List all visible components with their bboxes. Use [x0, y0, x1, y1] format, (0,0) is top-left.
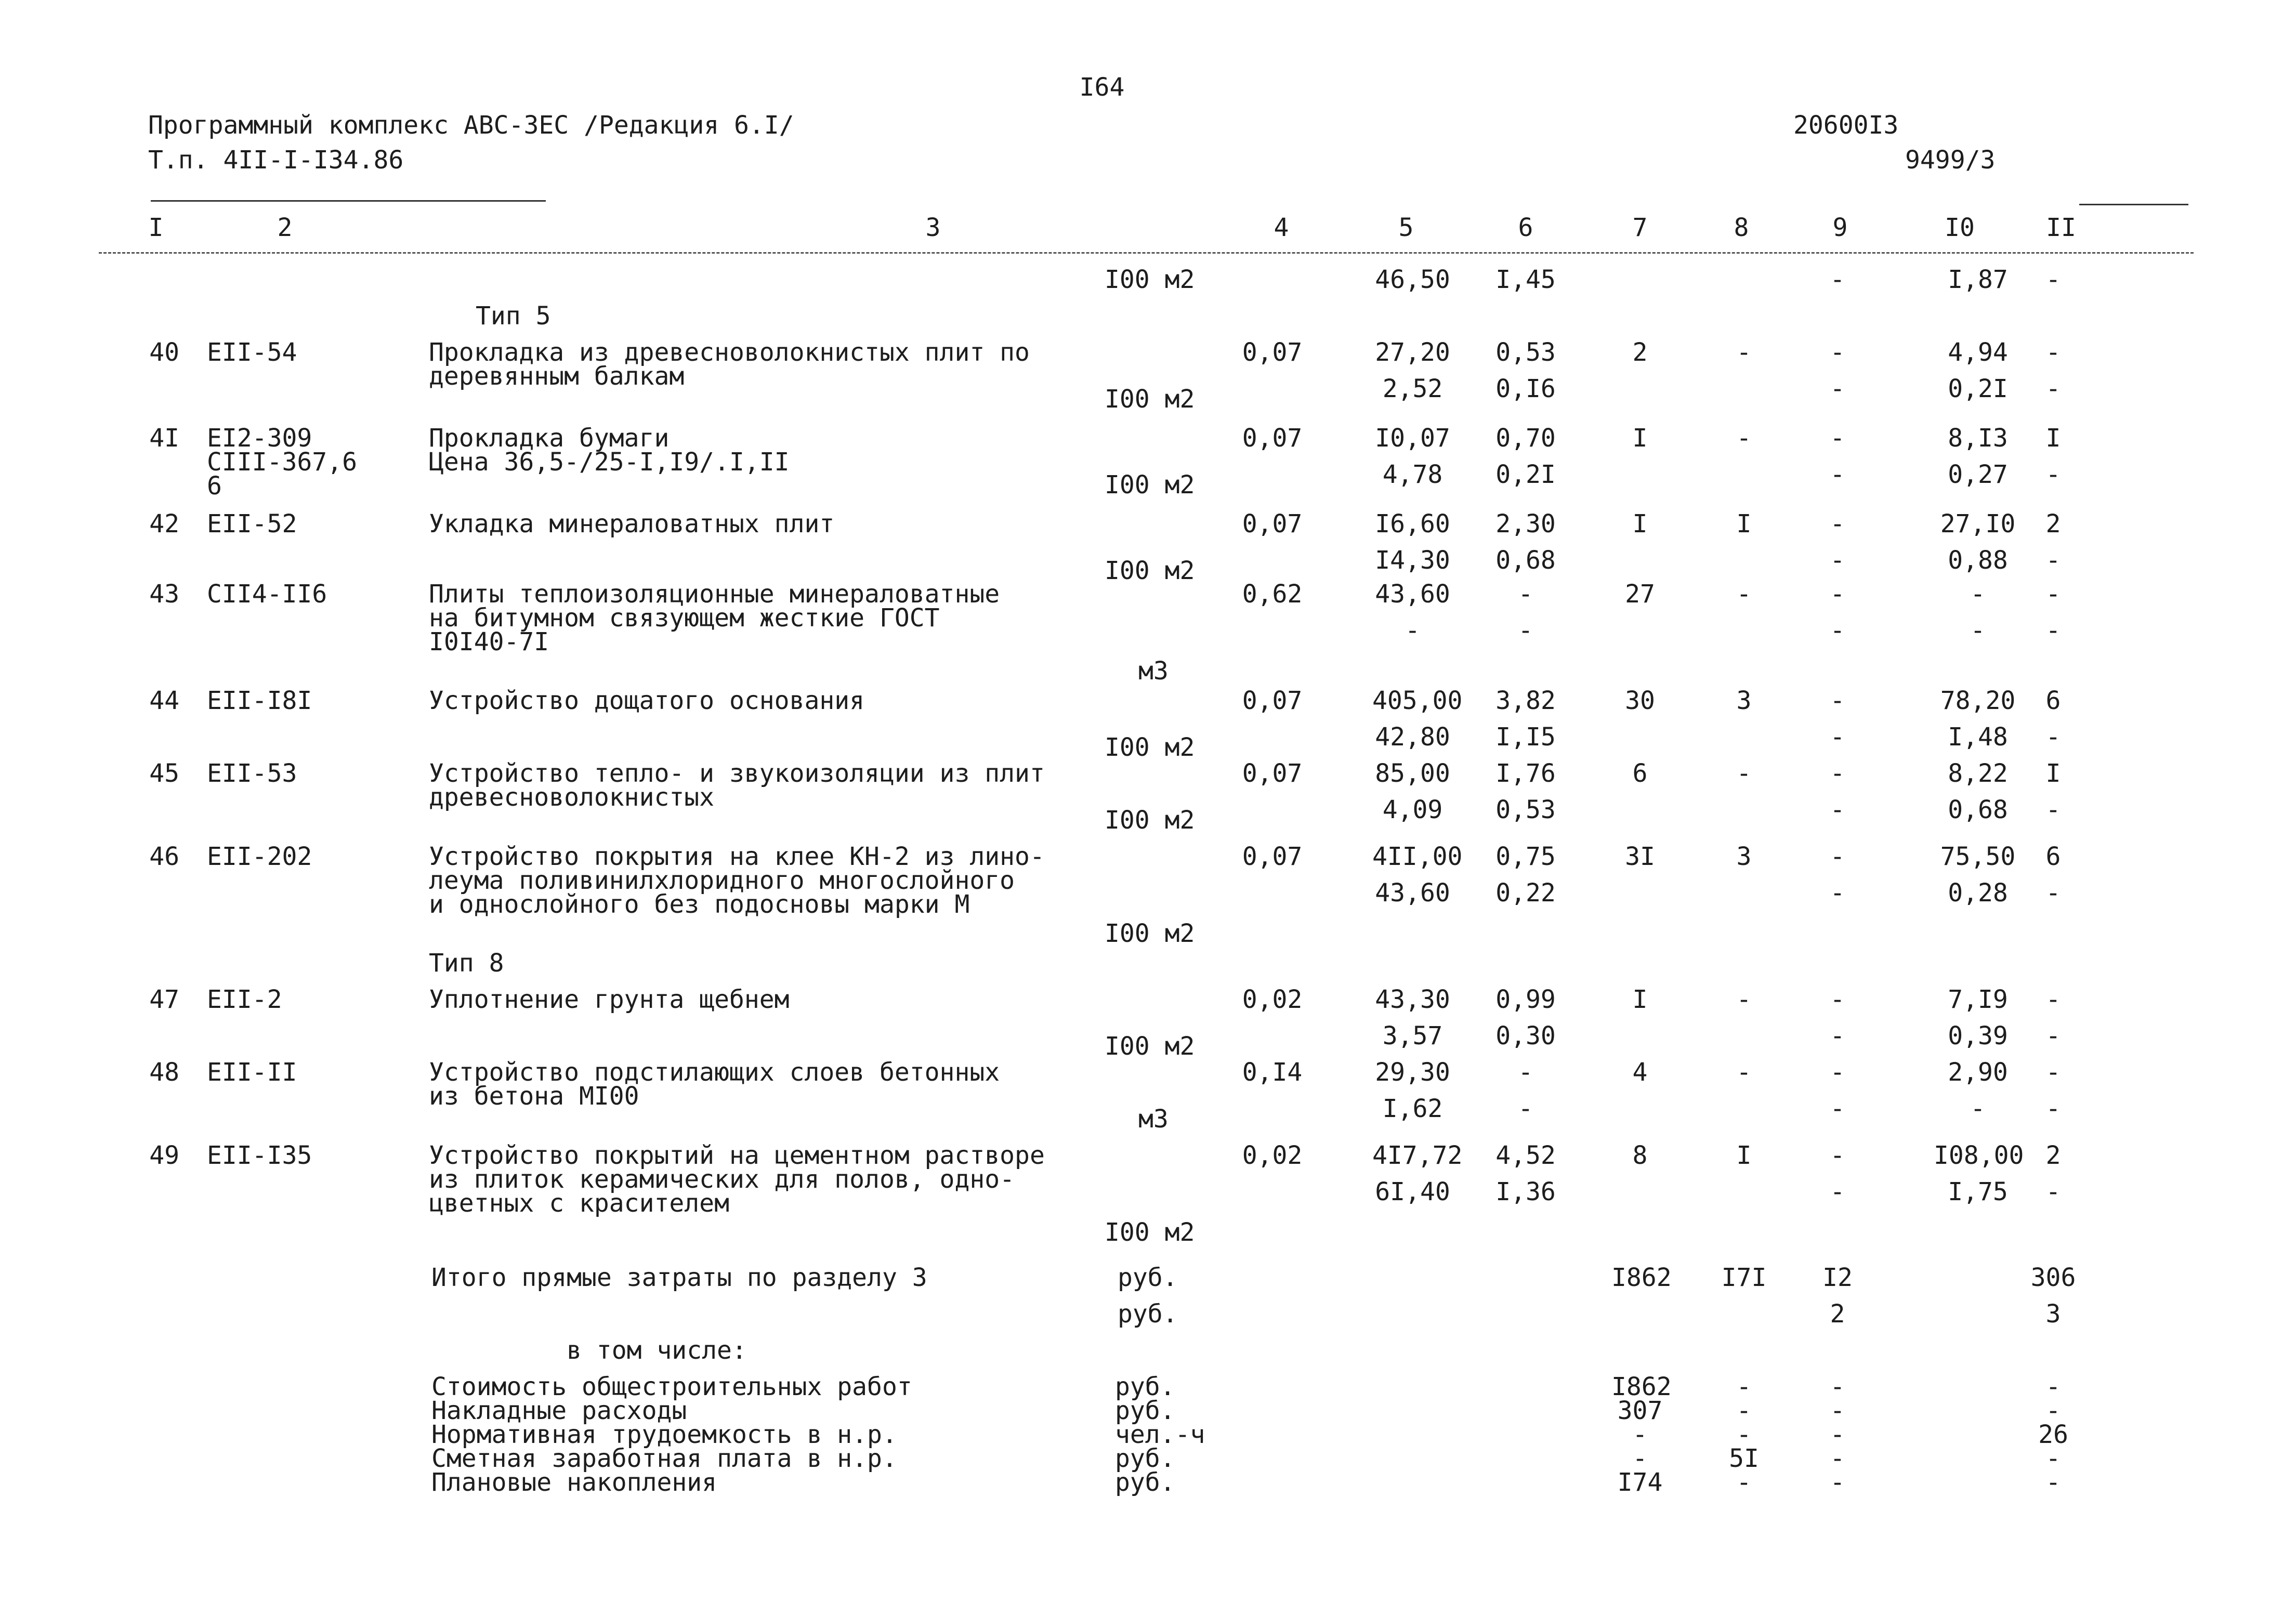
cell-col-11: -	[2045, 1058, 2061, 1087]
cell-col-6: I,76	[1495, 759, 1556, 788]
cell-col-6: 0,2I	[1495, 460, 1556, 489]
cell-col-11: -	[2045, 546, 2061, 575]
cell-col-5: 405,00	[1372, 686, 1463, 715]
including-col-7: 307	[1617, 1396, 1663, 1425]
row-unit: I00 м2	[1105, 1032, 1195, 1061]
including-unit: руб.	[1115, 1372, 1175, 1401]
cell-col-6: -	[1518, 1058, 1533, 1087]
cell-col-11: -	[2045, 878, 2061, 908]
cell-col-11: -	[2045, 1177, 2061, 1206]
row-code: ЕI2-309	[207, 424, 312, 453]
cell-col-8: 3	[1736, 686, 1752, 715]
project-number: Т.п. 4II-I-I34.86	[148, 146, 404, 175]
cell-col-9: -	[1830, 723, 1845, 752]
row-number: 47	[149, 985, 179, 1014]
cell-col-11: -	[2045, 580, 2061, 609]
cell-col-9: -	[1830, 985, 1845, 1014]
cell-col-10: I08,00	[1934, 1141, 2024, 1170]
row-unit: I00 м2	[1105, 919, 1195, 948]
including-unit: руб.	[1115, 1444, 1175, 1473]
row-description: Цена 36,5-/25-I,I9/.I,II	[429, 448, 790, 477]
including-label: Накладные расходы	[431, 1396, 687, 1425]
cell-col-8: -	[1736, 580, 1752, 609]
cell-col-10: -	[1970, 1094, 1986, 1123]
row-description: Устройство покрытий на цементном растворе	[429, 1141, 1045, 1170]
cell-col-9: -	[1830, 1058, 1845, 1087]
cell-col-7: 4	[1632, 1058, 1648, 1087]
column-header-9: 9	[1832, 213, 1848, 242]
including-col-9: -	[1830, 1468, 1845, 1497]
cell-col-5: 43,30	[1375, 985, 1450, 1014]
cell-col-6: -	[1518, 616, 1533, 645]
cell-col-5: 4I7,72	[1372, 1141, 1463, 1170]
including-col-9: -	[1830, 1372, 1845, 1401]
cell-col-10: -	[1970, 580, 1986, 609]
cell-col-9: -	[1830, 374, 1845, 403]
row-number: 44	[149, 686, 179, 715]
row-number: 42	[149, 509, 179, 539]
including-col-7: -	[1632, 1420, 1648, 1449]
cell-col-6: 3,82	[1495, 686, 1556, 715]
row-unit: I00 м2	[1105, 556, 1195, 585]
cell-col-6: 0,70	[1495, 424, 1556, 453]
cell-col-8: -	[1736, 1058, 1752, 1087]
cell-col-6: -	[1518, 1094, 1533, 1123]
cell-col-4: 0,62	[1242, 580, 1303, 609]
cell-col-10: 0,39	[1948, 1021, 2008, 1051]
row-code: СII4-II6	[207, 580, 327, 609]
including-unit: чел.-ч	[1115, 1420, 1205, 1449]
cell-col-10: 0,2I	[1948, 374, 2008, 403]
header-rule-right	[2079, 204, 2188, 205]
cell-col-6: 2,30	[1495, 509, 1556, 539]
row-code: 6	[207, 471, 222, 501]
including-col-8: -	[1736, 1372, 1752, 1401]
cell-col-9: -	[1830, 842, 1845, 871]
cell-col-10: 0,27	[1948, 460, 2008, 489]
row-number: 45	[149, 759, 179, 788]
cell-col-7: I	[1632, 424, 1648, 453]
cell-col-11: I	[2045, 424, 2061, 453]
cell-col-6: I,I5	[1495, 723, 1556, 752]
including-unit: руб.	[1115, 1468, 1175, 1497]
row-code: ЕII-202	[207, 842, 312, 871]
cell-col-11: 2	[2045, 509, 2061, 539]
cell-col-9: -	[1830, 580, 1845, 609]
row-description: Прокладка бумаги	[429, 424, 670, 453]
cell-col-9: -	[1830, 1021, 1845, 1051]
including-label: Стоимость общестроительных работ	[431, 1372, 912, 1401]
cell-col-5: 43,60	[1375, 580, 1450, 609]
cell-col-9: -	[1830, 265, 1845, 294]
row-unit: I00 м2	[1105, 733, 1195, 762]
column-header-5: 5	[1398, 213, 1414, 242]
cell-col-11: I	[2045, 759, 2061, 788]
row-description: древесноволокнистых	[429, 783, 715, 812]
row-description: и однослойного без подосновы марки М	[429, 890, 970, 919]
cell-col-10: 0,88	[1948, 546, 2008, 575]
cell-col-4: 0,07	[1242, 424, 1303, 453]
row-number: 46	[149, 842, 179, 871]
cell-col-5: 2,52	[1382, 374, 1443, 403]
cell-col-5: 43,60	[1375, 878, 1450, 908]
including-col-8: -	[1736, 1420, 1752, 1449]
including-unit: руб.	[1115, 1396, 1175, 1425]
cell-col-6: 0,53	[1495, 795, 1556, 824]
cell-col-9: -	[1830, 1177, 1845, 1206]
row-description: Устройство покрытия на клее КН-2 из лино-	[429, 842, 1045, 871]
cell-col-9: -	[1830, 460, 1845, 489]
cell-col-5: 4II,00	[1372, 842, 1463, 871]
cell-col-5: 27,20	[1375, 338, 1450, 367]
cell-col-11: 6	[2045, 686, 2061, 715]
cell-col-6: 0,30	[1495, 1021, 1556, 1051]
cell-col-6: 0,68	[1495, 546, 1556, 575]
cell-col-11: -	[2045, 460, 2061, 489]
cell-col-8: -	[1736, 424, 1752, 453]
row-number: 49	[149, 1141, 179, 1170]
cell-col-6: 0,I6	[1495, 374, 1556, 403]
row-unit: I00 м2	[1105, 385, 1195, 414]
cell-col-11: 6	[2045, 842, 2061, 871]
cell-col-9: -	[1830, 424, 1845, 453]
including-col-7: I74	[1617, 1468, 1663, 1497]
cell-col-7: 8	[1632, 1141, 1648, 1170]
cell-col-9: -	[1830, 686, 1845, 715]
including-col-11: -	[2045, 1444, 2061, 1473]
cell-col-6: I,36	[1495, 1177, 1556, 1206]
cell-col-8: -	[1736, 338, 1752, 367]
cell-col-10: 27,I0	[1940, 509, 2016, 539]
column-header-7: 7	[1632, 213, 1648, 242]
cell-col-11: -	[2045, 265, 2061, 294]
cell-col-4: 0,07	[1242, 842, 1303, 871]
row-description: Устройство тепло- и звукоизоляции из плит	[429, 759, 1045, 788]
cell-col-5: 46,50	[1375, 265, 1450, 294]
row-code: СIII-367,6	[207, 448, 357, 477]
including-col-11: -	[2045, 1372, 2061, 1401]
page-number: I64	[1079, 73, 1125, 102]
document-subcode: 9499/3	[1905, 146, 1996, 175]
cell-col-11: -	[2045, 616, 2061, 645]
column-header-underline	[99, 252, 2194, 254]
including-col-9: -	[1830, 1444, 1845, 1473]
cell-col-5: 42,80	[1375, 723, 1450, 752]
cell-col-11: 2	[2045, 1141, 2061, 1170]
cell-col-9: -	[1830, 878, 1845, 908]
including-label: Сметная заработная плата в н.р.	[431, 1444, 897, 1473]
cell-col-5: 6I,40	[1375, 1177, 1450, 1206]
including-col-7: I862	[1611, 1372, 1672, 1401]
cell-col-4: 0,02	[1242, 985, 1303, 1014]
including-col-8: -	[1736, 1396, 1752, 1425]
cell-col-6: -	[1518, 580, 1533, 609]
totals-col-9: I2	[1822, 1263, 1853, 1292]
cell-col-10: 2,90	[1948, 1058, 2008, 1087]
cell-col-10: 78,20	[1940, 686, 2016, 715]
cell-col-7: 6	[1632, 759, 1648, 788]
totals-col-8: I7I	[1721, 1263, 1767, 1292]
cell-col-5: 4,09	[1382, 795, 1443, 824]
section-heading: Тип 5	[476, 301, 551, 331]
row-description: Плиты теплоизоляционные минераловатные	[429, 580, 1000, 609]
cell-col-7: 30	[1625, 686, 1655, 715]
cell-col-11: -	[2045, 338, 2061, 367]
cell-col-6: 4,52	[1495, 1141, 1556, 1170]
row-code: ЕII-2	[207, 985, 282, 1014]
row-unit: I00 м2	[1105, 470, 1195, 500]
cell-col-8: -	[1736, 759, 1752, 788]
cell-col-10: 75,50	[1940, 842, 2016, 871]
row-description: Устройство дощатого основания	[429, 686, 865, 715]
cell-col-5: -	[1405, 616, 1420, 645]
cell-col-6: 0,22	[1495, 878, 1556, 908]
column-header-3: 3	[925, 213, 941, 242]
cell-col-4: 0,07	[1242, 686, 1303, 715]
row-unit: I00 м2	[1105, 265, 1195, 294]
totals-col-7: I862	[1611, 1263, 1672, 1292]
row-code: ЕII-I8I	[207, 686, 312, 715]
column-header-11: II	[2046, 213, 2076, 242]
header-rule-left	[151, 200, 546, 202]
cell-col-10: 7,I9	[1948, 985, 2008, 1014]
including-heading: в том числе:	[567, 1336, 747, 1365]
cell-col-6: 0,99	[1495, 985, 1556, 1014]
totals-unit: руб.	[1118, 1263, 1178, 1292]
column-header-10: I0	[1945, 213, 1975, 242]
cell-col-6: 0,75	[1495, 842, 1556, 871]
cell-col-11: -	[2045, 723, 2061, 752]
row-description: Уплотнение грунта щебнем	[429, 985, 790, 1014]
document-code: 20600I3	[1793, 111, 1899, 140]
row-description: из бетона МI00	[429, 1082, 639, 1111]
cell-col-7: I	[1632, 985, 1648, 1014]
row-number: 43	[149, 580, 179, 609]
column-header-2: 2	[277, 213, 293, 242]
cell-col-9: -	[1830, 546, 1845, 575]
including-col-11: 26	[2038, 1420, 2068, 1449]
row-unit: м3	[1138, 1105, 1169, 1134]
including-label: Плановые накопления	[431, 1468, 717, 1497]
row-unit: I00 м2	[1105, 1218, 1195, 1247]
row-code: ЕII-52	[207, 509, 297, 539]
cell-col-10: 0,68	[1948, 795, 2008, 824]
cell-col-4: 0,07	[1242, 338, 1303, 367]
cell-col-10: 0,28	[1948, 878, 2008, 908]
cell-col-5: 85,00	[1375, 759, 1450, 788]
row-code: ЕII-54	[207, 338, 297, 367]
row-number: 48	[149, 1058, 179, 1087]
cell-col-9: -	[1830, 1141, 1845, 1170]
row-code: ЕII-I35	[207, 1141, 312, 1170]
row-unit: I00 м2	[1105, 806, 1195, 835]
cell-col-10: 8,I3	[1948, 424, 2008, 453]
including-col-11: -	[2045, 1468, 2061, 1497]
cell-col-5: I0,07	[1375, 424, 1450, 453]
cell-col-5: 4,78	[1382, 460, 1443, 489]
cell-col-6: I,45	[1495, 265, 1556, 294]
row-description: из плиток керамических для полов, одно-	[429, 1165, 1015, 1194]
cell-col-9: -	[1830, 509, 1845, 539]
section-heading: Тип 8	[429, 949, 504, 978]
cell-col-7: 27	[1625, 580, 1655, 609]
cell-col-5: I,62	[1382, 1094, 1443, 1123]
row-description: Прокладка из древесноволокнистых плит по	[429, 338, 1030, 367]
cell-col-7: 3I	[1625, 842, 1655, 871]
cell-col-5: I6,60	[1375, 509, 1450, 539]
including-col-8: 5I	[1729, 1444, 1759, 1473]
including-col-11: -	[2045, 1396, 2061, 1425]
cell-col-11: -	[2045, 795, 2061, 824]
cell-col-4: 0,02	[1242, 1141, 1303, 1170]
row-description: Устройство подстилающих слоев бетонных	[429, 1058, 1000, 1087]
row-description: Укладка минераловатных плит	[429, 509, 835, 539]
totals-col-11: 3	[2045, 1299, 2061, 1329]
cell-col-9: -	[1830, 338, 1845, 367]
cell-col-4: 0,07	[1242, 509, 1303, 539]
cell-col-10: 8,22	[1948, 759, 2008, 788]
column-header-4: 4	[1274, 213, 1289, 242]
program-title: Программный комплекс АВС-3ЕС /Редакция 6.I/	[148, 111, 794, 140]
cell-col-10: -	[1970, 616, 1986, 645]
cell-col-11: -	[2045, 1021, 2061, 1051]
cell-col-8: 3	[1736, 842, 1752, 871]
cell-col-5: 29,30	[1375, 1058, 1450, 1087]
including-label: Нормативная трудоемкость в н.р.	[431, 1420, 897, 1449]
cell-col-5: I4,30	[1375, 546, 1450, 575]
cell-col-8: I	[1736, 1141, 1752, 1170]
cell-col-9: -	[1830, 795, 1845, 824]
cell-col-7: I	[1632, 509, 1648, 539]
row-description: леума поливинилхлоридного многослойного	[429, 866, 1015, 895]
row-description: деревянным балкам	[429, 362, 685, 391]
row-code: ЕII-II	[207, 1058, 297, 1087]
cell-col-9: -	[1830, 759, 1845, 788]
totals-col-11: 306	[2030, 1263, 2076, 1292]
row-description: I0I40-7I	[429, 627, 549, 656]
cell-col-9: -	[1830, 616, 1845, 645]
row-description: на битумном связующем жесткие ГОСТ	[429, 603, 940, 633]
cell-col-9: -	[1830, 1094, 1845, 1123]
including-col-9: -	[1830, 1420, 1845, 1449]
column-header-8: 8	[1734, 213, 1749, 242]
row-unit: м3	[1138, 656, 1169, 686]
cell-col-8: -	[1736, 985, 1752, 1014]
cell-col-11: -	[2045, 374, 2061, 403]
including-col-8: -	[1736, 1468, 1752, 1497]
row-number: 40	[149, 338, 179, 367]
including-col-9: -	[1830, 1396, 1845, 1425]
including-col-7: -	[1632, 1444, 1648, 1473]
totals-col-9: 2	[1830, 1299, 1845, 1329]
cell-col-4: 0,07	[1242, 759, 1303, 788]
cell-col-10: I,75	[1948, 1177, 2008, 1206]
totals-label: Итого прямые затраты по разделу 3	[431, 1263, 927, 1292]
cell-col-11: -	[2045, 985, 2061, 1014]
column-header-6: 6	[1518, 213, 1533, 242]
cell-col-11: -	[2045, 1094, 2061, 1123]
totals-unit: руб.	[1118, 1299, 1178, 1329]
cell-col-8: I	[1736, 509, 1752, 539]
cell-col-10: 4,94	[1948, 338, 2008, 367]
cell-col-5: 3,57	[1382, 1021, 1443, 1051]
cell-col-10: I,48	[1948, 723, 2008, 752]
row-code: ЕII-53	[207, 759, 297, 788]
row-number: 4I	[149, 424, 179, 453]
column-header-1: I	[148, 213, 164, 242]
cell-col-7: 2	[1632, 338, 1648, 367]
row-description: цветных с красителем	[429, 1189, 729, 1218]
cell-col-10: I,87	[1948, 265, 2008, 294]
cell-col-6: 0,53	[1495, 338, 1556, 367]
cell-col-4: 0,I4	[1242, 1058, 1303, 1087]
